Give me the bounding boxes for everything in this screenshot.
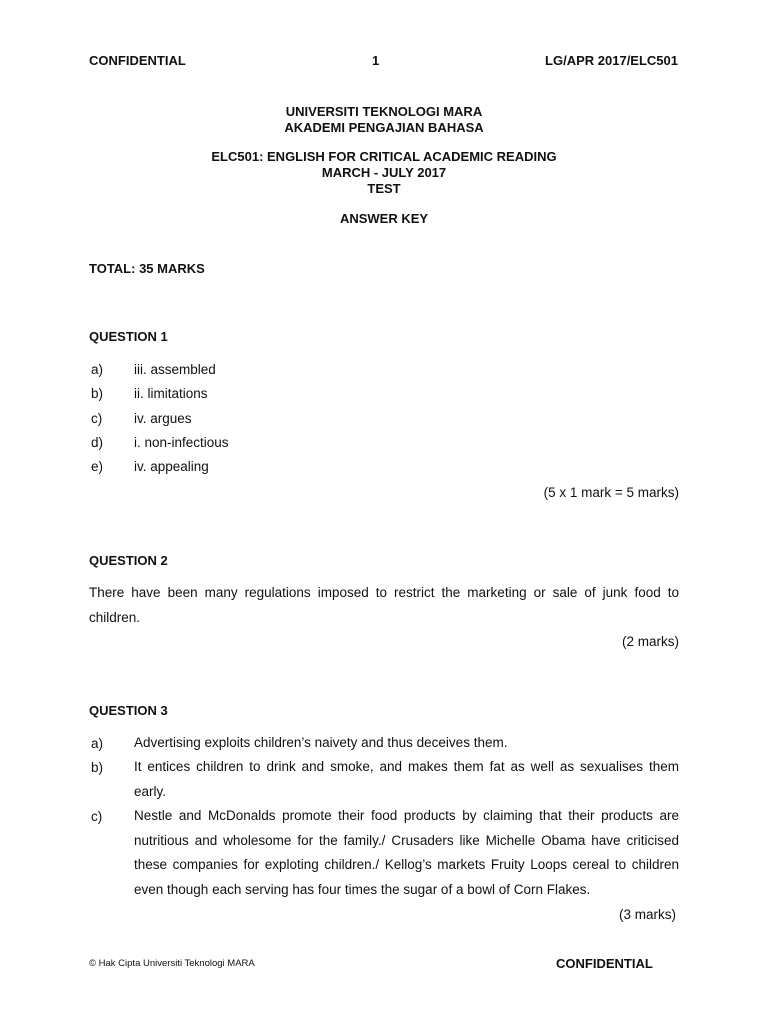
question3-title: QUESTION 3 (89, 703, 168, 718)
footer-copyright: © Hak Cipta Universiti Teknologi MARA (89, 958, 255, 969)
q1-answer-text: ii. limitations (134, 386, 208, 401)
q3-answer-text: Advertising exploits children’s naivety and thus deceives them. (134, 735, 508, 750)
q3-answer-text: It entices children to drink and smoke, and makes them fat as well as sexualises them early. (134, 759, 679, 799)
institution-name: UNIVERSITI TEKNOLOGI MARA (285, 104, 483, 119)
q1-answer-letter: d) (91, 435, 104, 450)
q3-answer-letter: a) (91, 736, 104, 751)
q1-answer-text: iii. assembled (134, 362, 216, 377)
header-confidential: CONFIDENTIAL (89, 53, 186, 68)
q1-answer-letter: e) (91, 459, 104, 474)
q1-marks: (5 x 1 mark = 5 marks) (543, 485, 679, 500)
course-title: ELC501: ENGLISH FOR CRITICAL ACADEMIC READING (211, 149, 557, 164)
q3-answer-text: Nestle and McDonalds promote their food products by claiming that their products are nutritious and wholesome for the family./ Crusaders like Michelle Obama have criticised these companies for exploting children./ Kellog’s markets Fruity Loops cereal to children even though each serving has four times the sugar of a bowl of Corn Flakes. (134, 808, 679, 897)
q1-answer-letter: b) (91, 386, 104, 401)
academy-name: AKADEMI PENGAJIAN BAHASA (284, 120, 484, 135)
q1-answer-text: iv. argues (134, 411, 192, 426)
q1-answer-letter: c) (91, 411, 103, 426)
q3-answer-letter: c) (91, 809, 103, 824)
page-number: 1 (372, 53, 380, 68)
course-assessment: TEST (367, 181, 401, 196)
doc-type: ANSWER KEY (339, 211, 429, 226)
q1-answer-text: iv. appealing (134, 459, 209, 474)
q1-answer-letter: a) (91, 362, 104, 377)
question1-title: QUESTION 1 (89, 329, 168, 344)
course-session: MARCH - JULY 2017 (321, 165, 447, 180)
q2-marks: (2 marks) (622, 634, 679, 649)
q3-marks: (3 marks) (619, 907, 676, 922)
total-marks: TOTAL: 35 MARKS (89, 261, 205, 276)
q3-answer-letter: b) (91, 760, 104, 775)
q1-answer-text: i. non-infectious (134, 435, 229, 450)
header-reference: LG/APR 2017/ELC501 (545, 53, 678, 68)
question2-title: QUESTION 2 (89, 553, 168, 568)
footer-confidential: CONFIDENTIAL (556, 956, 653, 971)
q2-answer: There have been many regulations imposed to restrict the marketing or sale of junk food to children. (89, 585, 679, 625)
